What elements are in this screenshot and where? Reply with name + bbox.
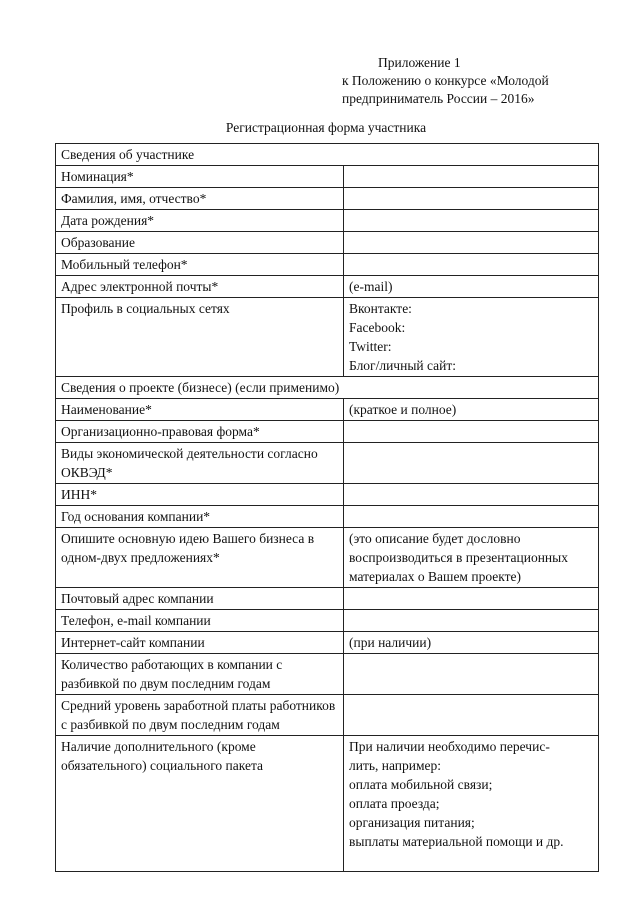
- field-value[interactable]: [344, 610, 599, 632]
- social-blog-label: Блог/личный сайт:: [349, 358, 457, 373]
- field-label: Адрес электронной почты*: [56, 276, 344, 298]
- field-label: Почтовый адрес компании: [56, 588, 344, 610]
- table-row: [56, 210, 599, 232]
- package-line: организация питания;: [349, 815, 475, 830]
- table-row: [56, 421, 599, 443]
- field-value[interactable]: (при наличии): [344, 632, 599, 654]
- table-row: [56, 276, 599, 298]
- field-value-social-package[interactable]: [344, 736, 599, 872]
- section-header-row: [56, 144, 599, 166]
- table-row: [56, 610, 599, 632]
- social-twitter-label: Twitter:: [349, 339, 392, 354]
- table-row: [56, 166, 599, 188]
- package-line: оплата проезда;: [349, 796, 440, 811]
- field-value[interactable]: [344, 654, 599, 695]
- field-value[interactable]: [344, 232, 599, 254]
- package-line: выплаты материальной помощи и др.: [349, 834, 564, 849]
- field-label: Количество работающих в компании с разбивкой по двум последним годам: [56, 654, 344, 695]
- table-row: [56, 736, 599, 872]
- field-label: Интернет-сайт компании: [56, 632, 344, 654]
- field-value[interactable]: [344, 506, 599, 528]
- field-label: Профиль в социальных сетях: [56, 298, 344, 377]
- field-label: Номинация*: [56, 166, 344, 188]
- field-value[interactable]: (краткое и полное): [344, 399, 599, 421]
- table-row: [56, 443, 599, 484]
- registration-form-table: [55, 143, 599, 872]
- table-row: [56, 695, 599, 736]
- field-label: Дата рождения*: [56, 210, 344, 232]
- field-value[interactable]: (это описание будет дословно воспроизводиться в презентационных материалах о Вашем проекте): [344, 528, 599, 588]
- package-line: оплата мобильной связи;: [349, 777, 493, 792]
- field-value[interactable]: [344, 484, 599, 506]
- section-project-heading: Сведения о проекте (бизнесе) (если применимо): [56, 377, 599, 399]
- appendix-line-3: предприниматель России – 2016»: [342, 91, 535, 106]
- form-title: Регистрационная форма участника: [225, 120, 427, 135]
- table-row: [56, 588, 599, 610]
- field-label: Организационно-правовая форма*: [56, 421, 344, 443]
- package-line: лить, например:: [349, 758, 442, 773]
- field-label: ИНН*: [56, 484, 344, 506]
- table-row: [56, 188, 599, 210]
- field-value-social[interactable]: [344, 298, 599, 377]
- table-row: [56, 654, 599, 695]
- table-row: [56, 399, 599, 421]
- field-label: Фамилия, имя, отчество*: [56, 188, 344, 210]
- appendix-line-2: к Положению о конкурсе «Молодой: [342, 73, 549, 88]
- field-label: Наличие дополнительного (кроме обязательного) социального пакета: [56, 736, 344, 872]
- field-value[interactable]: [344, 254, 599, 276]
- field-label: Наименование*: [56, 399, 344, 421]
- field-label: Образование: [56, 232, 344, 254]
- field-value[interactable]: [344, 166, 599, 188]
- table-row: [56, 528, 599, 588]
- social-vk-label: Вконтакте:: [349, 301, 412, 316]
- field-value[interactable]: [344, 210, 599, 232]
- appendix-line-1: Приложение 1: [378, 55, 461, 70]
- field-value[interactable]: [344, 588, 599, 610]
- table-row: [56, 254, 599, 276]
- package-line: При наличии необходимо перечис-: [349, 739, 550, 754]
- appendix-note: [342, 54, 632, 108]
- field-value[interactable]: [344, 188, 599, 210]
- field-value[interactable]: [344, 443, 599, 484]
- table-row: [56, 232, 599, 254]
- field-value[interactable]: (e-mail): [344, 276, 599, 298]
- field-value[interactable]: [344, 421, 599, 443]
- table-row: [56, 506, 599, 528]
- table-row: [56, 632, 599, 654]
- field-label: Год основания компании*: [56, 506, 344, 528]
- social-facebook-label: Facebook:: [349, 320, 406, 335]
- section-header-row: [56, 377, 599, 399]
- section-participant-heading: Сведения об участнике: [56, 144, 599, 166]
- field-value[interactable]: [344, 695, 599, 736]
- field-label: Опишите основную идею Вашего бизнеса в одном-двух предложениях*: [56, 528, 344, 588]
- field-label: Мобильный телефон*: [56, 254, 344, 276]
- table-row: [56, 484, 599, 506]
- field-label: Виды экономической деятельности согласно ОКВЭД*: [56, 443, 344, 484]
- table-row: [56, 298, 599, 377]
- field-label: Средний уровень заработной платы работников с разбивкой по двум последним годам: [56, 695, 344, 736]
- field-label: Телефон, e-mail компании: [56, 610, 344, 632]
